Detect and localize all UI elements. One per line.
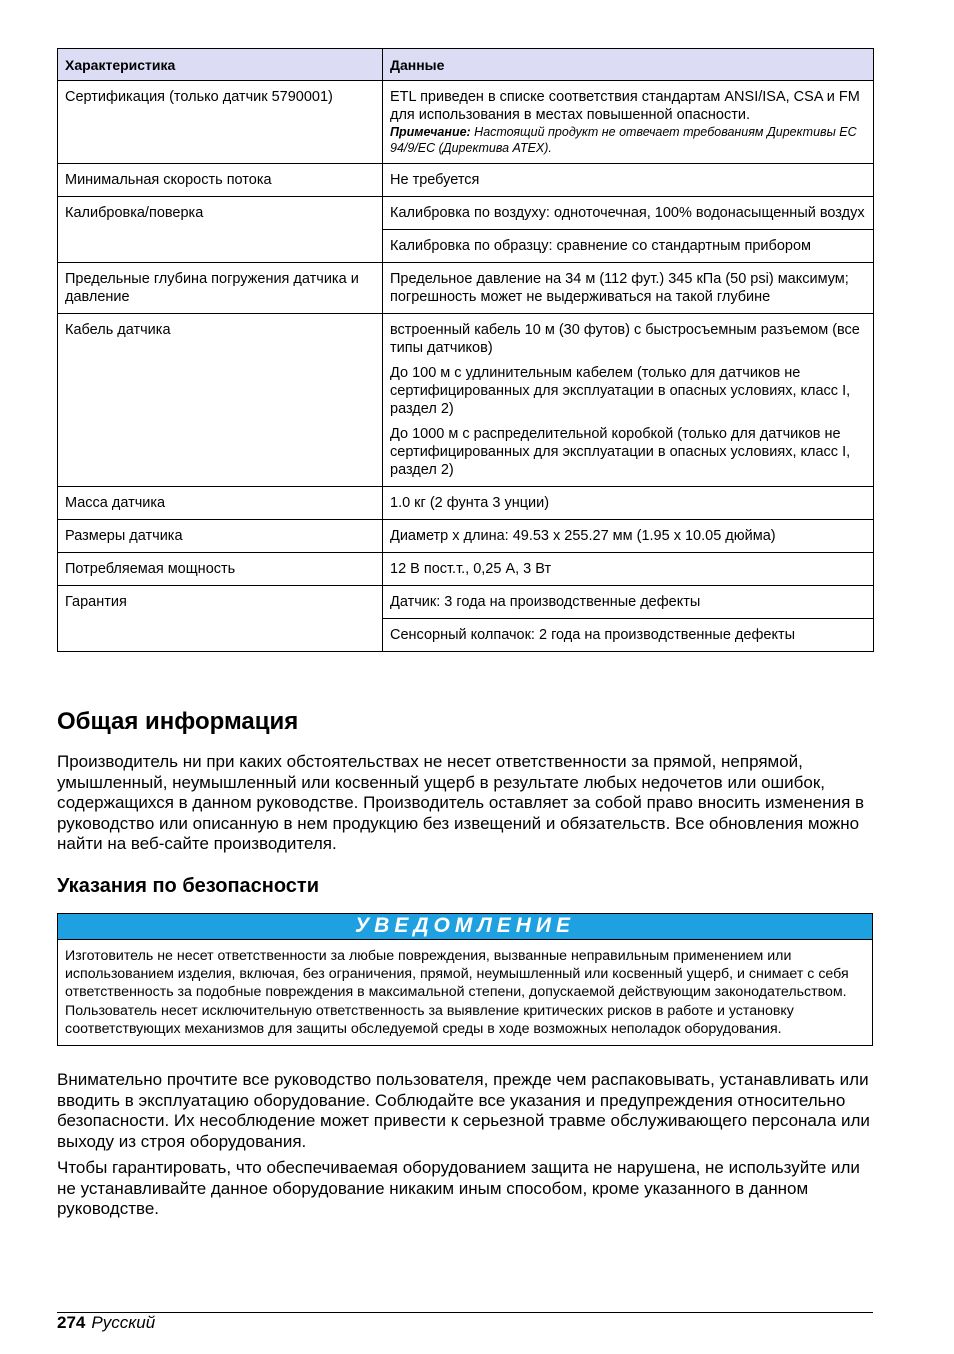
spec-label: Калибровка/поверка xyxy=(58,197,383,263)
spec-value-cell xyxy=(383,81,874,164)
spec-note xyxy=(390,124,866,156)
spec-label: Потребляемая мощность xyxy=(58,553,383,586)
specifications-table xyxy=(57,48,874,652)
table-row xyxy=(58,586,874,619)
table-row xyxy=(58,314,874,487)
spec-value: До 1000 м с распределительной коробкой (только для датчиков не сертифицированных для эксплуатации в опасных условиях, класс I, раздел 2) xyxy=(390,426,851,478)
spec-value: Калибровка по воздуху: одноточечная, 100% водонасыщенный воздух xyxy=(383,197,874,230)
spec-value: Не требуется xyxy=(383,164,874,197)
table-row xyxy=(58,487,874,520)
spec-value: Предельное давление на 34 м (112 фут.) 345 кПа (50 psi) максимум; погрешность может не выдерживаться на такой глубине xyxy=(383,263,874,314)
spec-value: Датчик: 3 года на производственные дефекты xyxy=(383,586,874,619)
spec-value: Сенсорный колпачок: 2 года на производственные дефекты xyxy=(383,619,874,652)
spec-label: Сертификация (только датчик 5790001) xyxy=(58,81,383,164)
page-footer xyxy=(57,1313,155,1333)
table-header-row xyxy=(58,49,874,81)
spec-label: Гарантия xyxy=(58,586,383,652)
table-row xyxy=(58,263,874,314)
table-row xyxy=(58,553,874,586)
spec-value-cell xyxy=(383,314,874,487)
table-row xyxy=(58,164,874,197)
section-title-general: Общая информация xyxy=(57,708,299,735)
note-label: Примечание: xyxy=(390,125,471,139)
spec-value: Диаметр x длина: 49.53 x 255.27 мм (1.95 x 10.05 дюйма) xyxy=(383,520,874,553)
notice-header: УВЕДОМЛЕНИЕ xyxy=(58,914,872,940)
notice-text: Изготовитель не несет ответственности за любые повреждения, вызванные неправильным применением или использованием изделия, включая, без ограничения, прямой, неумышленный или косвенный ущерб, и снимает с себя ответственность за подобные повреждения в максимальной степени, допускаемой действующим законодательством. Пользователь несет исключительную ответственность за выявление критических рисков в работе и установку соответствующих механизмов для защиты обследуемой среды в ходе возможных неполадок оборудования. xyxy=(65,948,849,1037)
section-title-safety: Указания по безопасности xyxy=(57,875,320,897)
spec-label: Минимальная скорость потока xyxy=(58,164,383,197)
spec-label: Кабель датчика xyxy=(58,314,383,487)
spec-value: 12 В пост.т., 0,25 A, 3 Вт xyxy=(383,553,874,586)
table-row xyxy=(58,81,874,164)
spec-label: Размеры датчика xyxy=(58,520,383,553)
spec-value: ETL приведен в списке соответствия стандартам ANSI/ISA, CSA и FM для использования в местах повышенной опасности. xyxy=(390,89,860,123)
spec-value: До 100 м с удлинительным кабелем (только для датчиков не сертифицированных для эксплуатации в опасных условиях, класс I, раздел 2) xyxy=(390,365,851,417)
spec-value: 1.0 кг (2 фунта 3 унции) xyxy=(383,487,874,520)
footer-divider xyxy=(57,1312,873,1313)
safety-paragraph: Внимательно прочтите все руководство пользователя, прежде чем распаковывать, устанавливать или вводить в эксплуатацию оборудование. Соблюдайте все указания и предупреждения относительно безопасности. Их несоблюдение может привести к серьезной травме обслуживающего персонала или выходу из строя оборудования. xyxy=(57,1070,870,1151)
general-paragraph: Производитель ни при каких обстоятельствах не несет ответственности за прямой, непрямой, умышленный, неумышленный или косвенный ущерб в результате любых недочетов или ошибок, содержащихся в данном руководстве. Производитель оставляет за собой право вносить изменения в руководство или описанную в нем продукцию без извещений и обязательств. Все обновления можно найти на веб-сайте производителя. xyxy=(57,752,865,853)
spec-value: Калибровка по образцу: сравнение со стандартным прибором xyxy=(383,230,874,263)
page-number: 274 xyxy=(57,1313,86,1332)
column-header: Данные xyxy=(383,49,874,81)
notice-box xyxy=(57,913,873,1046)
safety-paragraph: Чтобы гарантировать, что обеспечиваемая оборудованием защита не нарушена, не используйте или не устанавливайте данное оборудование никаким иным способом, кроме указанного в данном руководстве. xyxy=(57,1158,860,1218)
spec-label: Предельные глубина погружения датчика и давление xyxy=(58,263,383,314)
table-row xyxy=(58,520,874,553)
table-row xyxy=(58,197,874,230)
spec-label: Масса датчика xyxy=(58,487,383,520)
column-header: Характеристика xyxy=(58,49,383,81)
note-text: Настоящий продукт не отвечает требованиям Директивы EC 94/9/EC (Директива ATEX). xyxy=(390,125,857,155)
spec-value: встроенный кабель 10 м (30 футов) с быстросъемным разъемом (все типы датчиков) xyxy=(390,322,860,356)
footer-language: Русский xyxy=(91,1313,156,1332)
